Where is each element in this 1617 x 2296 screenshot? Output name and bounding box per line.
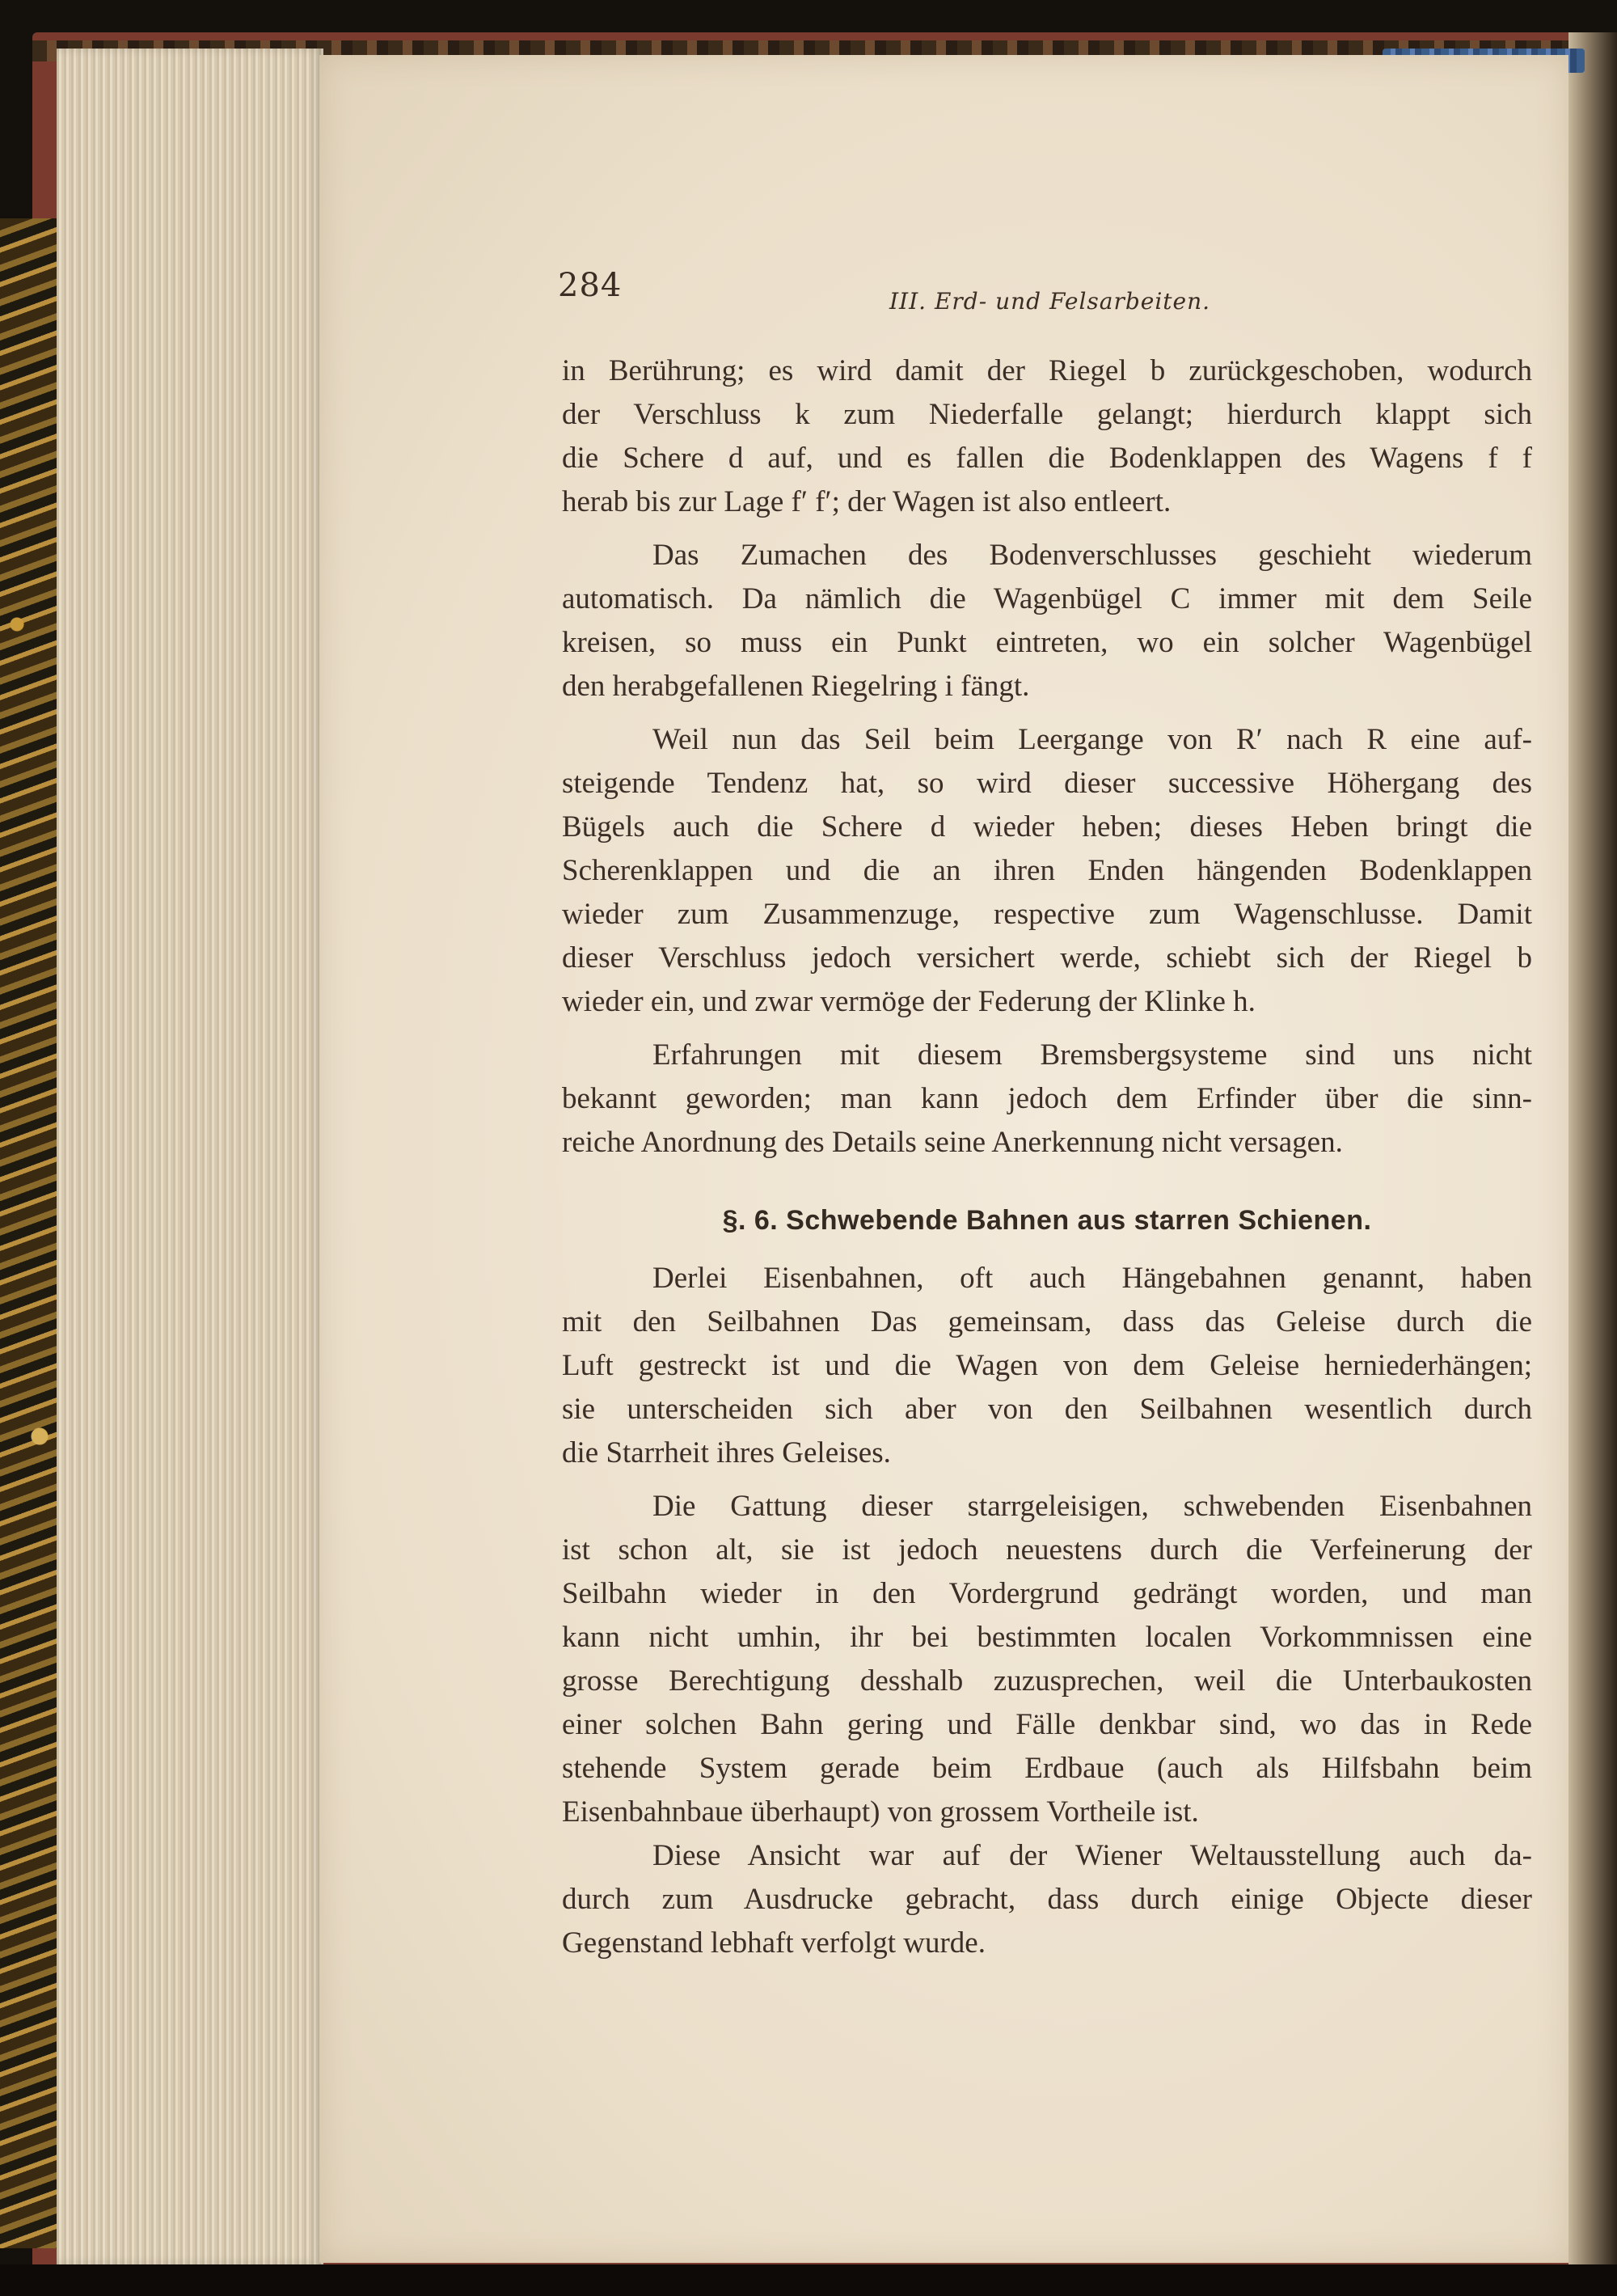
section-heading: §. 6. Schwebende Bahnen aus starren Schienen.: [722, 1205, 1372, 1236]
text-line: wieder ein, und zwar vermöge der Federung der Klinke h.: [562, 985, 1256, 1018]
page-stack-edges: [57, 49, 323, 2264]
text-line: Seilbahn wieder in den Vordergrund gedrängt worden, und man: [562, 1577, 1532, 1610]
paragraph: [562, 1034, 1532, 1165]
paragraph: [562, 1834, 1532, 1965]
text-line: stehende System gerade beim Erdbaue (auch als Hilfsbahn beim: [562, 1752, 1532, 1785]
text-line: Erfahrungen mit diesem Bremsbergsysteme sind uns nicht: [652, 1038, 1532, 1072]
paragraph: [562, 1485, 1532, 1834]
text-line: kann nicht umhin, ihr bei bestimmten localen Vorkommnissen eine: [562, 1621, 1532, 1654]
text-line: in Berührung; es wird damit der Riegel b zurückgeschoben, wodurch: [562, 354, 1532, 387]
text-line: die Schere d auf, und es fallen die Bodenklappen des Wagens f f: [562, 442, 1532, 475]
scan-bottom-edge: [0, 2264, 1617, 2296]
paragraph: [562, 1257, 1532, 1475]
text-line: Das Zumachen des Bodenverschlusses geschieht wiederum: [652, 539, 1532, 572]
page-text: [562, 349, 1532, 1965]
text-line: dieser Verschluss jedoch versichert werde, schiebt sich der Riegel b: [562, 941, 1532, 975]
text-line: Die Gattung dieser starrgeleisigen, schwebenden Eisenbahnen: [652, 1490, 1532, 1523]
binding-edge: [1568, 32, 1617, 2289]
text-line: automatisch. Da nämlich die Wagenbügel C immer mit dem Seile: [562, 582, 1532, 615]
text-line: herab bis zur Lage f′ f′; der Wagen ist also entleert.: [562, 485, 1172, 518]
text-line: Gegenstand lebhaft verfolgt wurde.: [562, 1926, 986, 1960]
marbled-cover-edge: [0, 218, 60, 2248]
text-line: durch zum Ausdrucke gebracht, dass durch einige Objecte dieser: [562, 1883, 1532, 1916]
text-line: der Verschluss k zum Niederfalle gelangt; hierdurch klappt sich: [562, 398, 1532, 431]
text-line: Derlei Eisenbahnen, oft auch Hängebahnen genannt, haben: [652, 1262, 1532, 1295]
text-line: ist schon alt, sie ist jedoch neuestens durch die Verfeinerung der: [562, 1533, 1532, 1567]
page-number: 284: [558, 267, 623, 304]
text-line: mit den Seilbahnen Das gemeinsam, dass das Geleise durch die: [562, 1305, 1532, 1338]
text-line: Luft gestreckt ist und die Wagen von dem Geleise herniederhängen;: [562, 1349, 1532, 1382]
paragraph: [562, 534, 1532, 708]
paragraph: [562, 718, 1532, 1024]
chapter-title: III. Erd- und Felsarbeiten.: [889, 288, 1211, 315]
text-line: einer solchen Bahn gering und Fälle denkbar sind, wo das in Rede: [562, 1708, 1532, 1741]
text-line: steigende Tendenz hat, so wird dieser successive Höhergang des: [562, 767, 1532, 800]
text-line: wieder zum Zusammenzuge, respective zum Wagenschlusse. Damit: [562, 898, 1532, 931]
text-line: die Starrheit ihres Geleises.: [562, 1436, 891, 1469]
text-line: kreisen, so muss ein Punkt eintreten, wo ein solcher Wagenbügel: [562, 626, 1532, 659]
text-line: Weil nun das Seil beim Leergange von R′ nach R eine auf-: [652, 723, 1532, 756]
text-line: den herabgefallenen Riegelring i fängt.: [562, 670, 1030, 703]
text-line: sie unterscheiden sich aber von den Seilbahnen wesentlich durch: [562, 1393, 1532, 1426]
text-line: Scherenklappen und die an ihren Enden hängenden Bodenklappen: [562, 854, 1532, 887]
text-line: Bügels auch die Schere d wieder heben; dieses Heben bringt die: [562, 810, 1532, 844]
paragraph: [562, 349, 1532, 524]
text-line: grosse Berechtigung desshalb zuzusprechen, weil die Unterbaukosten: [562, 1664, 1532, 1698]
text-line: Diese Ansicht war auf der Wiener Weltausstellung auch da-: [652, 1839, 1532, 1872]
text-line: reiche Anordnung des Details seine Anerkennung nicht versagen.: [562, 1126, 1343, 1159]
text-line: bekannt geworden; man kann jedoch dem Erfinder über die sinn-: [562, 1082, 1532, 1115]
text-line: Eisenbahnbaue überhaupt) von grossem Vortheile ist.: [562, 1795, 1199, 1829]
